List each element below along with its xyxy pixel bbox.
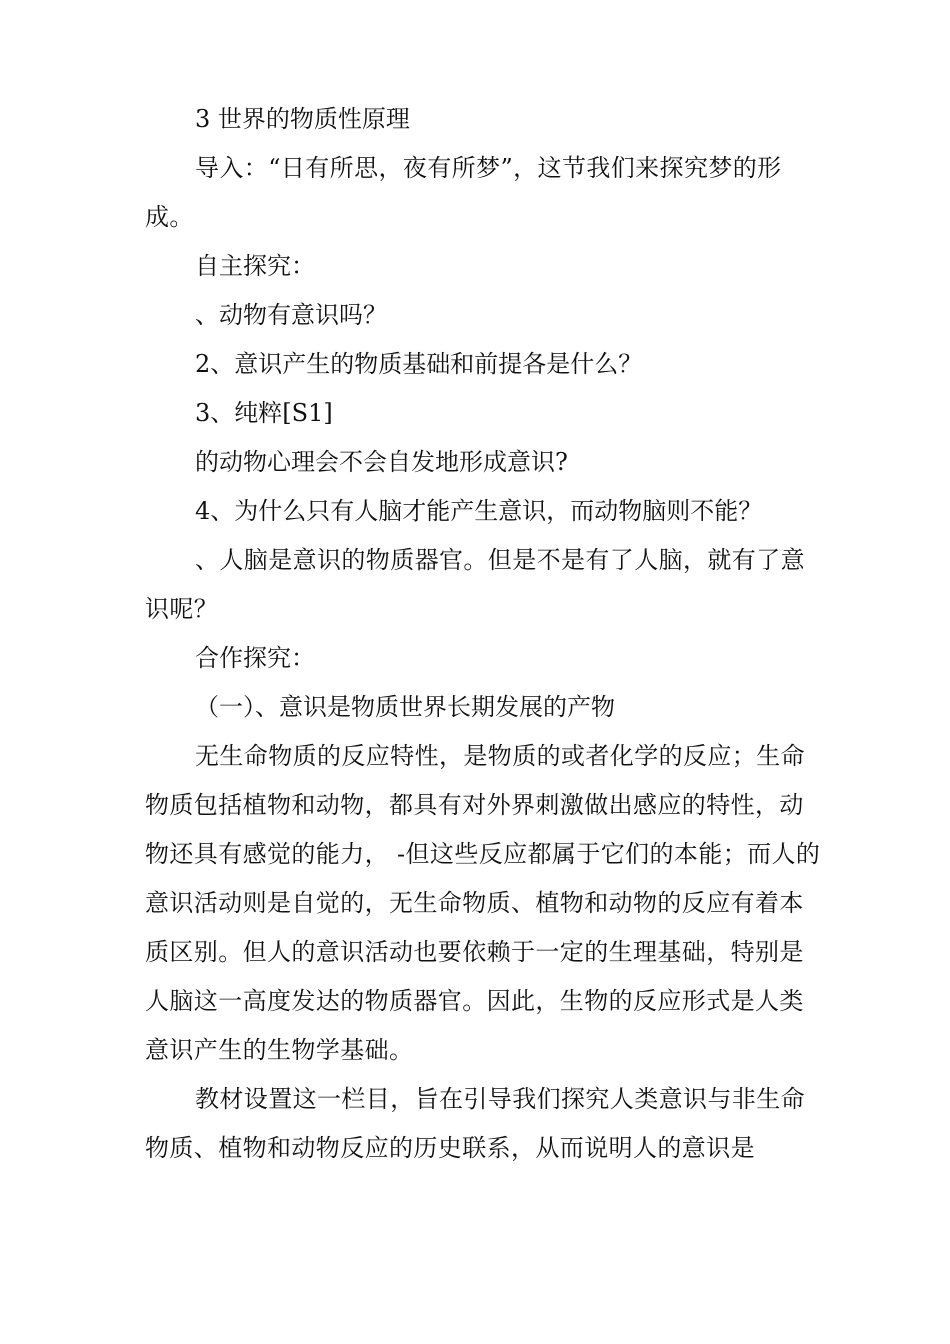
- intro-paragraph: 导入：“日有所思，夜有所梦”，这节我们来探究梦的形成。: [145, 154, 782, 231]
- question-5: 、人脑是意识的物质器官。但是不是有了人脑，就有了意识呢？: [145, 546, 805, 623]
- question-2: 2、意识产生的物质基础和前提各是什么？: [195, 350, 643, 378]
- question-4: 4、为什么只有人脑才能产生意识，而动物脑则不能？: [195, 497, 763, 525]
- cooperative-study-heading: 合作探究：: [195, 644, 315, 672]
- document-body: [145, 95, 825, 1173]
- self-study-heading: 自主探究：: [195, 252, 315, 280]
- body-paragraph-1: 无生命物质的反应特性，是物质的或者化学的反应；生命物质包括植物和动物，都具有对外界刺激做出感应的特性，动物还具有感觉的能力， -但这些反应都属于它们的本能；而人的意识活动则是自觉的，无生命物质、植物和动物的反应有着本质区别。但人的意识活动也要依赖于一定的生理基础，特别是人脑这一高度发达的物质器官。因此，生物的反应形式是人类意识产生的生物学基础。: [145, 742, 821, 1064]
- question-3-part-2: 的动物心理会不会自发地形成意识?: [195, 448, 568, 476]
- body-paragraph-2: 教材设置这一栏目，旨在引导我们探究人类意识与非生命物质、植物和动物反应的历史联系，从而说明人的意识是: [145, 1085, 805, 1162]
- question-1: 、动物有意识吗？: [195, 301, 387, 329]
- section-title: 3 世界的物质性原理: [195, 105, 410, 133]
- subsection-heading: （一）、意识是物质世界长期发展的产物: [195, 693, 615, 721]
- question-3-part-1: 3、纯粹[S1]: [195, 399, 333, 427]
